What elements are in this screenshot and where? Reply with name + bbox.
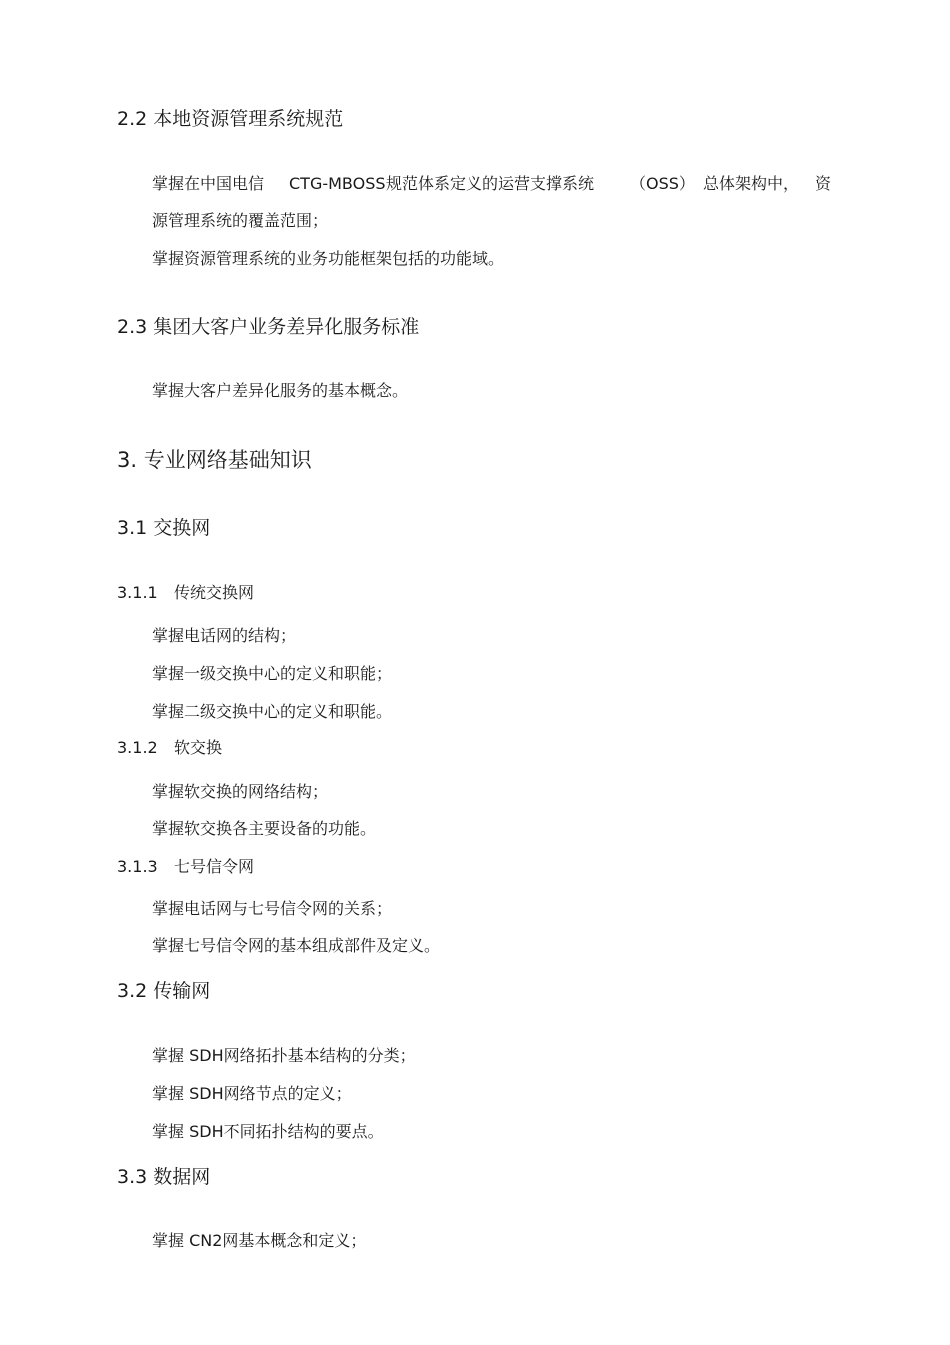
section-heading-3-1 <box>117 516 210 540</box>
list-item: 掌握电话网与七号信令网的关系； <box>152 899 393 918</box>
paragraph-line: 源管理系统的覆盖范围； <box>152 211 329 230</box>
text-segment: （OSS） <box>630 174 695 193</box>
section-heading-2-2: 2.2 本地资源管理系统规范 <box>117 108 344 130</box>
list-item: 掌握一级交换中心的定义和职能； <box>152 664 393 683</box>
list-item: 掌握软交换的网络结构； <box>152 782 329 801</box>
subsection-number: 3.1.1 <box>117 583 158 602</box>
subsection-heading-3-1-2 <box>117 738 222 758</box>
subsection-title: 七号信令网 <box>174 857 255 876</box>
heading-text: 3.1 交换网 <box>117 517 211 539</box>
list-item: 掌握七号信令网的基本组成部件及定义。 <box>152 936 441 955</box>
list-item: 掌握电话网的结构； <box>152 626 297 645</box>
list-item: 掌握软交换各主要设备的功能。 <box>152 819 377 838</box>
list-item: 掌握二级交换中心的定义和职能。 <box>152 702 393 721</box>
section-heading-3-3: 3.3 数据网 <box>117 1166 211 1188</box>
subsection-title: 传统交换网 <box>174 583 255 602</box>
chapter-heading-3: 3. 专业网络基础知识 <box>117 448 312 472</box>
list-item: 掌握 SDH网络节点的定义； <box>152 1084 352 1103</box>
text-segment: 规范体系定义的运营支撑系统 <box>386 174 595 193</box>
subsection-title: 软交换 <box>174 738 223 757</box>
section-heading-2-3: 2.3 集团大客户业务差异化服务标准 <box>117 316 420 338</box>
text-segment: 掌握在中国电信 <box>152 174 265 193</box>
text-segment: 资 <box>815 174 832 193</box>
subsection-number: 3.1.3 <box>117 857 158 876</box>
list-item: 掌握 SDH网络拓扑基本结构的分类； <box>152 1046 416 1065</box>
subsection-heading-3-1-3 <box>117 857 254 877</box>
list-item: 掌握 SDH不同拓扑结构的要点。 <box>152 1122 384 1141</box>
text-segment: CTG-MBOSS <box>289 174 386 193</box>
subsection-number: 3.1.2 <box>117 738 158 757</box>
list-item: 掌握 CN2网基本概念和定义； <box>152 1231 367 1250</box>
text-segment: 总体架构中， <box>703 174 800 193</box>
subsection-heading-3-1-1 <box>117 583 254 603</box>
section-heading-3-2: 3.2 传输网 <box>117 980 211 1002</box>
paragraph-line: 掌握大客户差异化服务的基本概念。 <box>152 381 409 400</box>
paragraph-line: 掌握资源管理系统的业务功能框架包括的功能域。 <box>152 249 505 268</box>
paragraph-line <box>152 174 834 194</box>
